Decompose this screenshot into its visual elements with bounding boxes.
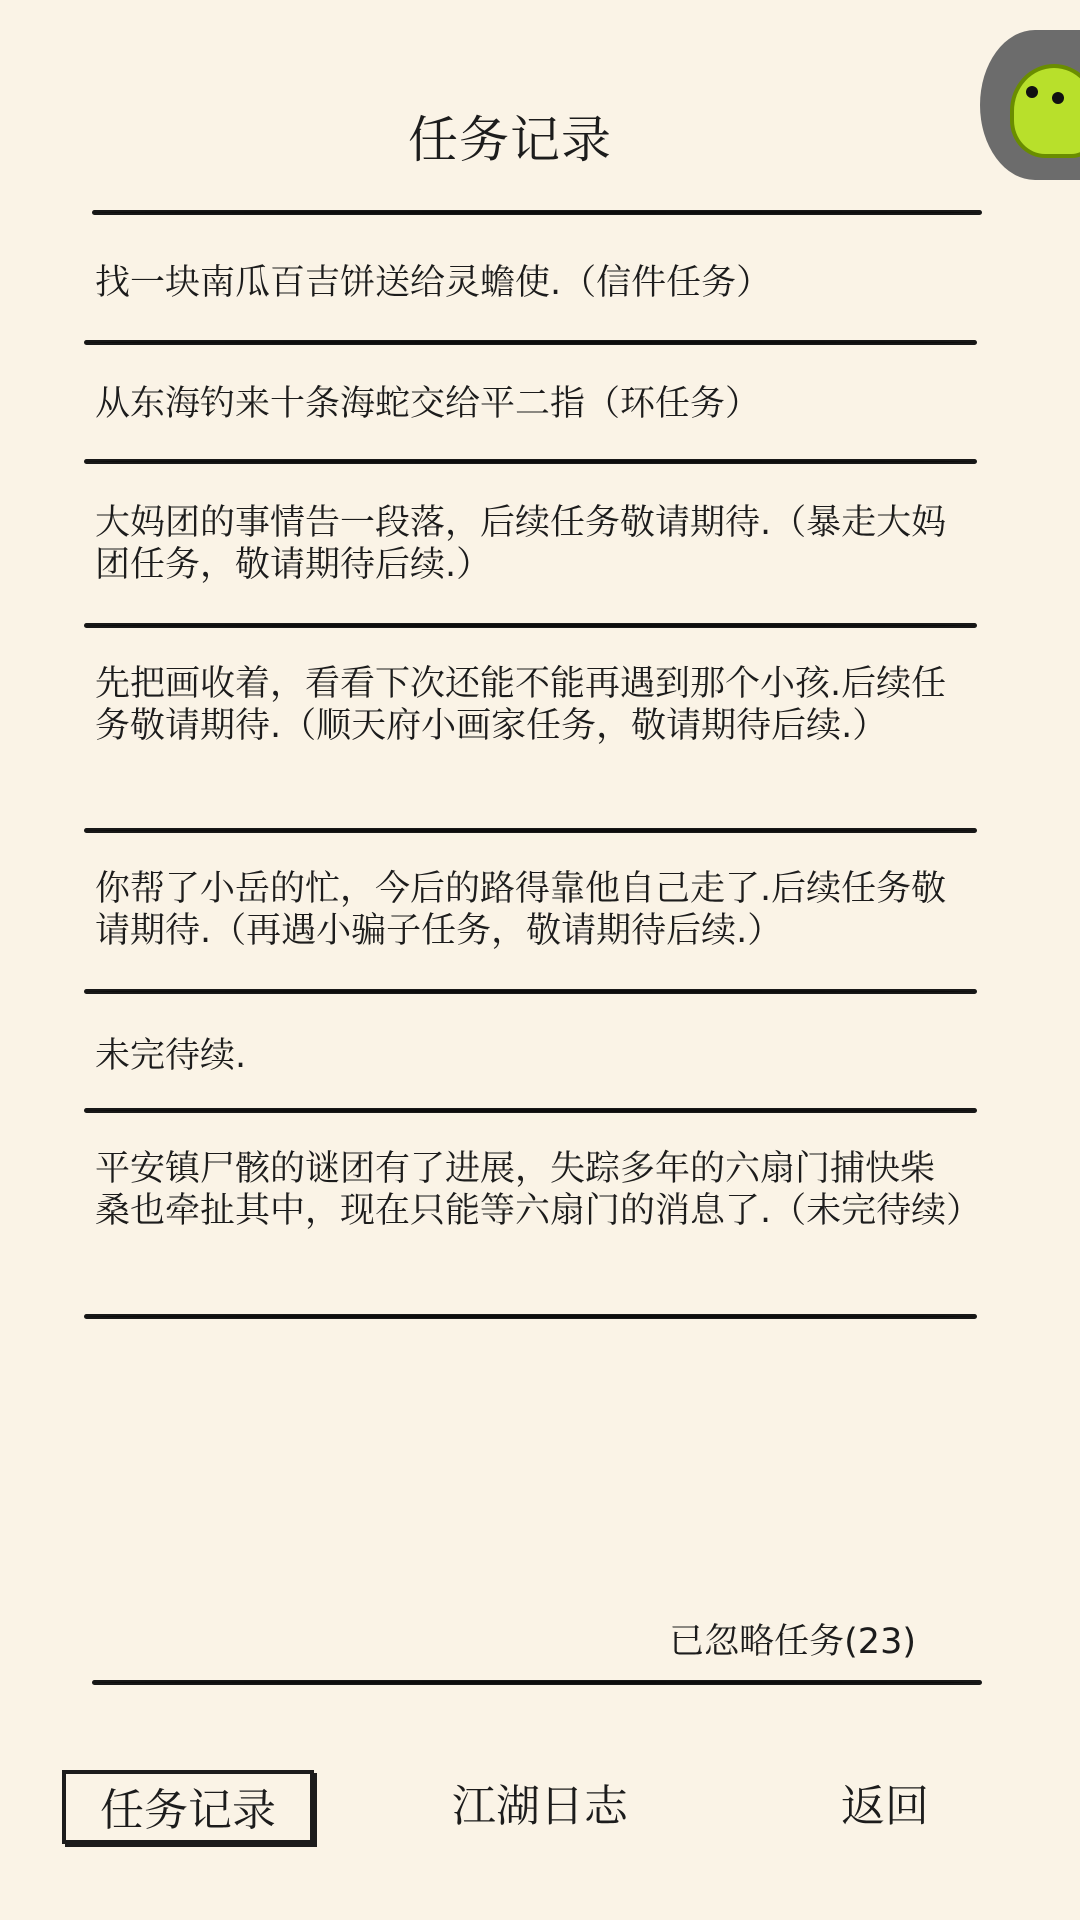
ignored-quests-link[interactable]: 已忽略任务(23) [669, 1622, 916, 1662]
tab-quest-log[interactable]: 任务记录 [62, 1770, 314, 1844]
quest-text: 你帮了小岳的忙，今后的路得靠他自己走了.后续任务敬请期待.（再遇小骗子任务，敬请期待后续.） [95, 869, 947, 951]
divider [84, 459, 977, 464]
frog-eye [1052, 92, 1064, 104]
divider [84, 1108, 977, 1113]
quest-text: 大妈团的事情告一段落，后续任务敬请期待.（暴走大妈团任务，敬请期待后续.） [95, 503, 947, 585]
divider [84, 1314, 977, 1319]
quest-item[interactable] [95, 502, 965, 586]
divider [84, 623, 977, 628]
divider [84, 828, 977, 833]
frog-icon [1010, 64, 1080, 158]
quest-text: 未完待续. [95, 1036, 247, 1076]
quest-item[interactable] [95, 868, 965, 952]
helper-avatar[interactable] [980, 30, 1080, 180]
quest-item[interactable] [95, 383, 965, 425]
tab-jianghu-journal[interactable]: 江湖日志 [430, 1770, 650, 1844]
quest-text: 从东海钓来十条海蛇交给平二指（环任务） [95, 384, 761, 424]
quest-item[interactable] [95, 1148, 982, 1232]
frog-eye [1026, 86, 1038, 98]
quest-item[interactable] [95, 262, 965, 304]
divider [92, 1680, 982, 1685]
divider [84, 340, 977, 345]
quest-item[interactable] [95, 1035, 965, 1077]
divider [84, 989, 977, 994]
quest-text: 平安镇尸骸的谜团有了进展，失踪多年的六扇门捕快柴桑也牵扯其中，现在只能等六扇门的消息了.（未完待续） [95, 1149, 982, 1231]
quest-text: 先把画收着，看看下次还能不能再遇到那个小孩.后续任务敬请期待.（顺天府小画家任务，敬请期待后续.） [95, 664, 947, 746]
page-title: 任务记录 [408, 111, 612, 169]
quest-item[interactable] [95, 663, 965, 747]
quest-text: 找一块南瓜百吉饼送给灵蟾使.（信件任务） [95, 263, 772, 303]
back-button[interactable]: 返回 [820, 1770, 950, 1844]
